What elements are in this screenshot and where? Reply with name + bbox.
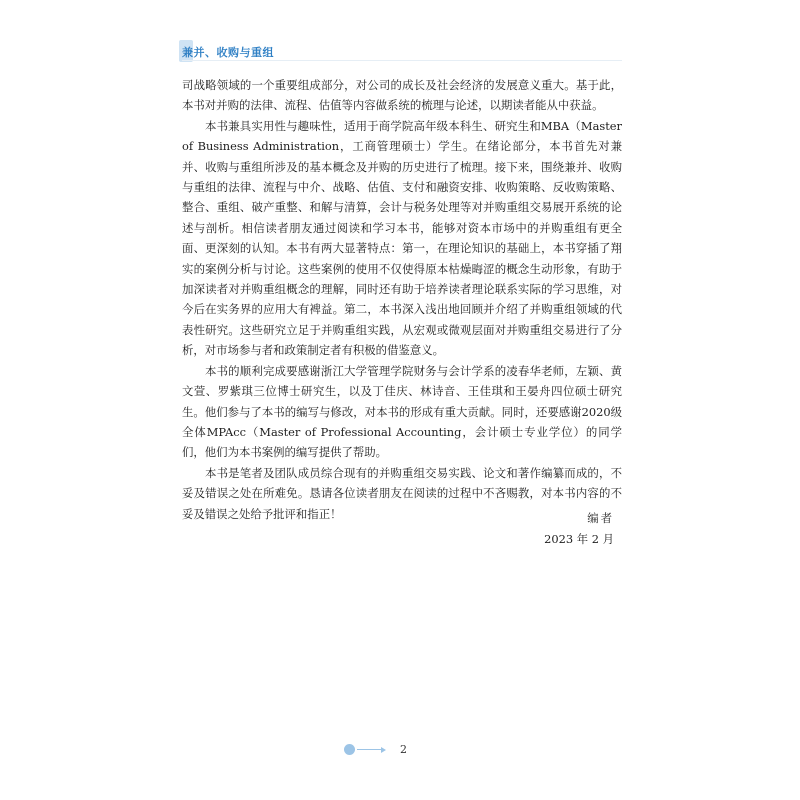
- header-divider: [182, 60, 622, 61]
- footer-dot-icon: [344, 744, 355, 755]
- signature-date: 2023 年 2 月: [544, 532, 614, 546]
- running-header: [182, 44, 274, 60]
- page-footer: [344, 743, 407, 756]
- paragraph-4: 本书是笔者及团队成员综合现有的并购重组交易实践、论文和著作编纂而成的，不妥及错误之处在所难免。恳请各位读者朋友在阅读的过程中不吝赐教，对本书内容的不妥及错误之处给予批评和指正！: [182, 465, 622, 521]
- arrow-right-icon: [381, 747, 386, 753]
- header-title: 兼并、收购与重组: [182, 46, 274, 59]
- paragraph-2: 本书兼具实用性与趣味性，适用于商学院高年级本科生、研究生和MBA（Master of Business Administration，工商管理硕士）学生。在绪论部分，本书首先对兼并、收购与重组所涉及的基本概念及并购的历史进行了梳理。接下来，围绕兼并、收购与重组的法律、流程与中介、战略、估值、支付和融资安排、收购策略、反收购策略、整合、重组、破产重整、和解与清算，会计与税务处理等对并购重组交易展开系统的论述与剖析。相信读者朋友通过阅读和学习本书，能够对资本市场中的并购重组有更全面、更深刻的认知。本书有两大显著特点：第一，在理论知识的基础上，本书穿插了翔实的案例分析与讨论。这些案例的使用不仅使得原本枯燥晦涩的概念生动形象，有助于加深读者对并购重组概念的理解，同时还有助于培养读者理论联系实际的学习思维，对今后在实务界的应用大有裨益。第二，本书深入浅出地回顾并介绍了并购重组领域的代表性研究。这些研究立足于并购重组实践，从宏观或微观层面对并购重组交易进行了分析，对市场参与者和政策制定者有积极的借鉴意义。: [182, 118, 622, 358]
- paragraph-1: 司战略领域的一个重要组成部分，对公司的成长及社会经济的发展意义重大。基于此，本书对并购的法律、流程、估值等内容做系统的梳理与论述，以期读者能从中获益。: [182, 78, 622, 113]
- signature-name: 编者: [587, 511, 614, 525]
- paragraph-3: 本书的顺利完成要感谢浙江大学管理学院财务与会计学系的凌春华老师，左颖、黄文萱、罗紫琪三位博士研究生，以及丁佳庆、林诗音、王佳琪和王晏舟四位硕士研究生。他们参与了本书的编写与修改，对本书的形成有重大贡献。同时，还要感谢2020级全体MPAcc（Master of Professional Accounting，会计硕士专业学位）的同学们，他们为本书案例的编写提供了帮助。: [182, 363, 622, 460]
- page-number: 2: [400, 743, 407, 756]
- footer-line: [357, 749, 381, 750]
- body-text: [182, 75, 622, 524]
